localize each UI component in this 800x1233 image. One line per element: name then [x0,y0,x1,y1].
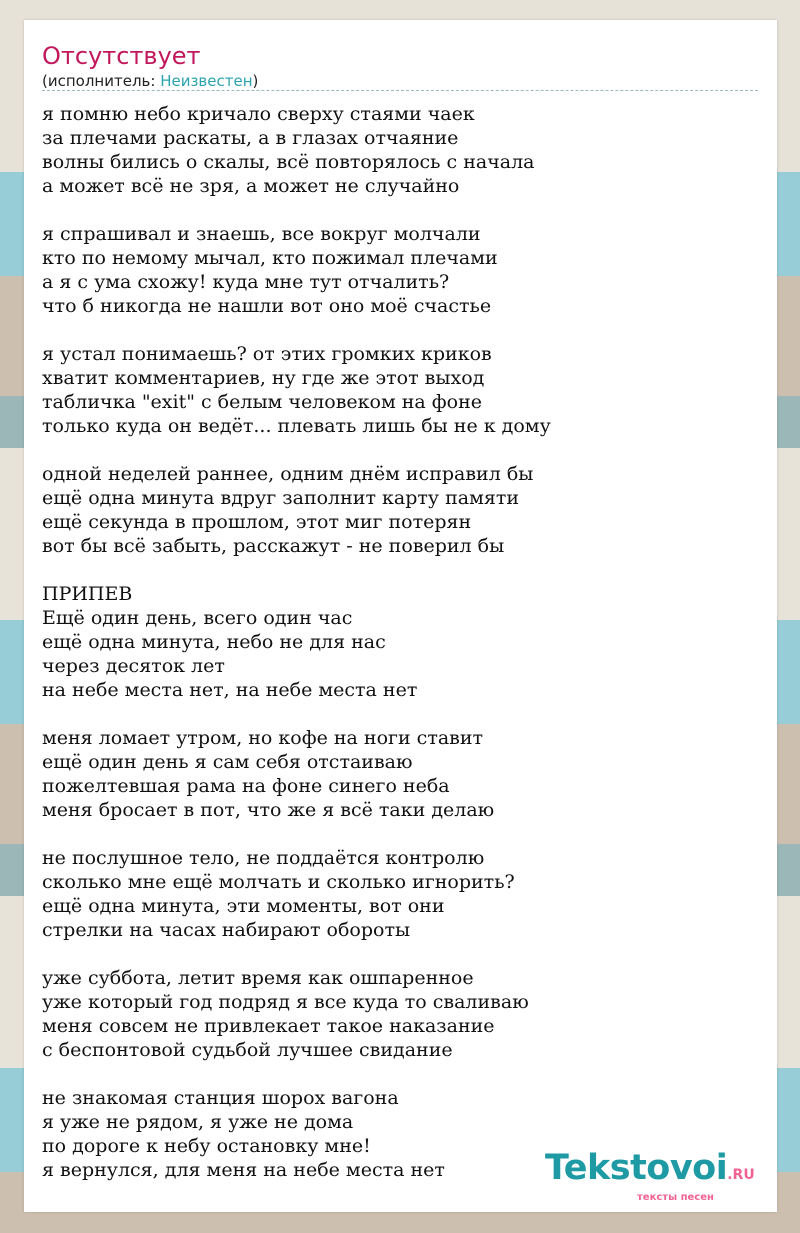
lyric-line: меня бросает в пот, что же я всё таки делаю [42,799,495,821]
lyric-line: ещё одна минута, эти моменты, вот они [42,895,445,917]
lyric-line [42,558,551,582]
lyrics-text [42,102,551,1182]
lyric-line [42,702,551,726]
lyric-line: я устал понимаешь? от этих громких криков [42,343,492,365]
lyric-line: через десяток лет [42,655,225,677]
lyric-line: ещё один день я сам себя отстаиваю [42,751,413,773]
lyric-line [42,318,551,342]
lyric-line: волны бились о скалы, всё повторялось с начала [42,151,535,173]
lyric-line: ПРИПЕВ [42,583,133,605]
lyric-line: только куда он ведёт... плевать лишь бы не к дому [42,415,551,437]
divider [42,90,758,91]
lyric-line: ещё одна минута, небо не для нас [42,631,386,653]
lyric-line: уже который год подряд я все куда то сваливаю [42,991,529,1013]
lyric-line: хватит комментариев, ну где же этот выход [42,367,485,389]
lyric-line: кто по немому мычал, кто пожимал плечами [42,247,498,269]
logo-tld: .RU [727,1167,755,1183]
lyric-line: вот бы всё забыть, расскажут - не поверил бы [42,535,505,557]
performer-suffix: ) [252,72,259,90]
lyric-line [42,1062,551,1086]
lyric-line: меня ломает утром, но кофе на ноги ставит [42,727,484,749]
lyric-line: с беспонтовой судьбой лучшее свидание [42,1039,453,1061]
lyric-line: уже суббота, летит время как ошпаренное [42,967,474,989]
lyrics-card [24,20,777,1212]
lyric-line: по дороге к небу остановку мне! [42,1135,371,1157]
lyric-line: ещё секунда в прошлом, этот миг потерян [42,511,472,533]
lyric-line [42,942,551,966]
lyric-line: не знакомая станция шорох вагона [42,1087,399,1109]
lyric-line [42,438,551,462]
lyric-line: одной неделей раннее, одним днём исправил бы [42,463,534,485]
lyric-line [42,198,551,222]
logo-tagline: тексты песен [637,1192,714,1203]
lyric-line: а я с ума схожу! куда мне тут отчалить? [42,271,450,293]
logo-brand: Tekstovoi [545,1148,728,1188]
lyric-line: табличка "exit" с белым человеком на фоне [42,391,483,413]
lyric-line: не послушное тело, не поддаётся контролю [42,847,485,869]
site-logo [545,1148,755,1203]
performer-prefix: (исполнитель: [42,72,161,90]
performer-link[interactable]: Неизвестен [160,72,253,90]
song-title: Отсутствует [42,42,201,70]
lyric-line: что б никогда не нашли вот оно моё счастье [42,295,492,317]
lyric-line: пожелтевшая рама на фоне синего неба [42,775,450,797]
lyric-line: я вернулся, для меня на небе места нет [42,1159,445,1181]
lyric-line: за плечами раскаты, а в глазах отчаяние [42,127,459,149]
lyric-line: Ещё один день, всего один час [42,607,353,629]
lyric-line: на небе места нет, на небе места нет [42,679,418,701]
lyric-line: я уже не рядом, я уже не дома [42,1111,354,1133]
lyric-line: я спрашивал и знаешь, все вокруг молчали [42,223,481,245]
lyric-line: стрелки на часах набирают обороты [42,919,411,941]
lyric-line: ещё одна минута вдруг заполнит карту памяти [42,487,520,509]
lyric-line: я помню небо кричало сверху стаями чаек [42,103,475,125]
lyric-line: а может всё не зря, а может не случайно [42,175,460,197]
lyric-line [42,822,551,846]
lyric-line: сколько мне ещё молчать и сколько игнорить? [42,871,515,893]
lyric-line: меня совсем не привлекает такое наказание [42,1015,495,1037]
performer-line [42,72,258,90]
